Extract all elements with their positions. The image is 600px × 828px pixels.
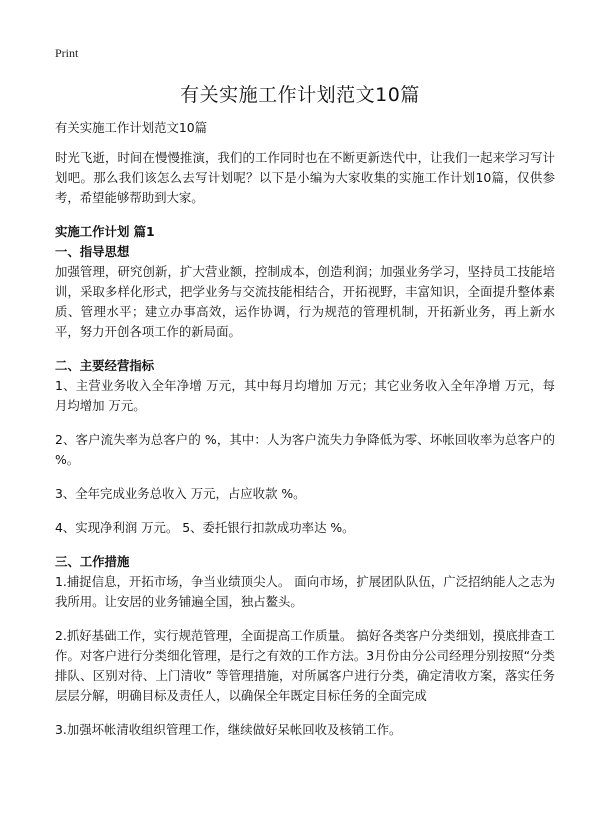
print-link[interactable]: Print (55, 46, 79, 60)
target-item-4: 4、实现净利润 万元。 5、委托银行扣款成功率达 %。 (55, 520, 355, 535)
section-heading-guiding-thought: 一、指导思想 (55, 244, 130, 259)
intro-paragraph: 时光飞逝，时间在慢慢推演，我们的工作同时也在不断更新迭代中，让我们一起来学习写计划吧。那么我们该怎么去写计划呢？以下是小编为大家收集的实施工作计划10篇，仅供参考，希望能够帮助到大家。 (55, 150, 555, 205)
target-item-3: 3、全年完成业务总收入 万元，占应收款 %。 (55, 486, 306, 501)
section-title: 实施工作计划 篇1 (55, 224, 155, 239)
document-subtitle: 有关实施工作计划范文10篇 (55, 120, 208, 135)
section-heading-business-targets: 二、主要经营指标 (55, 358, 155, 373)
section-heading-work-measures: 三、工作措施 (55, 554, 130, 569)
target-item-1: 1、主营业务收入全年净增 万元，其中每月均增加 万元；其它业务收入全年净增 万元，每月均增加 万元。 (55, 378, 555, 413)
measure-item-1: 1.捕捉信息，开拓市场，争当业绩顶尖人。 面向市场，扩展团队队伍，广泛招纳能人之志为我所用。让安居的业务铺遍全国，独占鳌头。 (55, 574, 555, 609)
guiding-thought-paragraph: 加强管理，研究创新，扩大营业额，控制成本，创造利润；加强业务学习，坚持员工技能培训，采取多样化形式，把学业务与交流技能相结合，开拓视野，丰富知识，全面提升整体素质、管理水平；建立办事高效，运作协调，行为规范的管理机制，开拓新业务，再上新水平，努力开创各项工作的新局面。 (55, 264, 555, 339)
target-item-2: 2、客户流失率为总客户的 %，其中：人为客户流失力争降低为零、坏帐回收率为总客户的 %。 (55, 432, 555, 467)
document-body (55, 118, 555, 754)
measure-item-3: 3.加强坏帐清收组织管理工作，继续做好呆帐回收及核销工作。 (55, 722, 402, 737)
page-title: 有关实施工作计划范文10篇 (180, 84, 420, 106)
measure-item-2: 2.抓好基础工作，实行规范管理，全面提高工作质量。 搞好各类客户分类细划，摸底排查工作。对客户进行分类细化管理，是行之有效的工作方法。3月份由分公司经理分别按照“分类排队、区别对待、上门清收” 等管理措施，对所属客户进行分类，确定清收方案，落实任务层层分解，明确目标及责任人，以确保全年既定目标任务的全面完成 (55, 628, 555, 703)
